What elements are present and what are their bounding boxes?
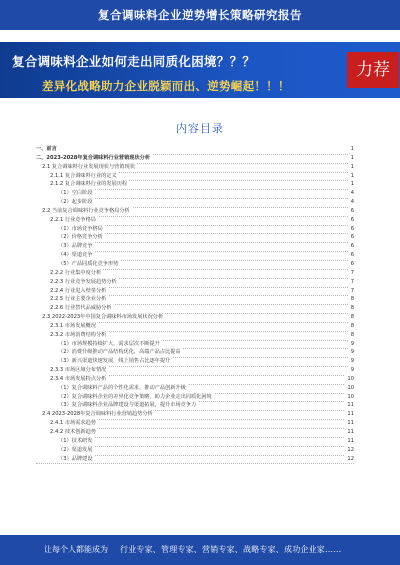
toc-entry-page: 1 bbox=[350, 181, 354, 188]
toc-entry-page: 7 bbox=[350, 278, 354, 285]
toc-entry-title: 二、2023-2028年复合调味料行业营销现状分析 bbox=[36, 154, 151, 161]
toc-entry-title: （5）产品同质化竞争形势 bbox=[36, 260, 120, 269]
banner-subline: 差异化战略助力企业脱颖而出、逆势崛起！！！ bbox=[42, 79, 290, 93]
toc-entry-title: 2.1 复合调味料行业发展现状与营销现状 bbox=[36, 163, 137, 172]
toc-entry-page: 1 bbox=[350, 154, 354, 161]
toc-entry-title: （4）渠道竞争 bbox=[36, 251, 94, 260]
toc-entry-page: 7 bbox=[350, 269, 354, 276]
toc-entry-page: 6 bbox=[350, 243, 354, 250]
toc-entry-page: 4 bbox=[350, 190, 354, 197]
banner-headline: 复合调味料企业如何走出同质化困境？？？ bbox=[12, 54, 256, 69]
toc-entry-title: （1）市场竞争格局 bbox=[36, 225, 105, 234]
toc-entry-title: 2.2.5 行业主要企业分析 bbox=[36, 295, 108, 304]
footer-bar bbox=[0, 535, 400, 565]
toc-entry-page: 6 bbox=[350, 225, 354, 232]
toc-entry-page: 11 bbox=[347, 429, 354, 435]
toc-entry[interactable] bbox=[36, 456, 354, 465]
toc-entry-title: 2.2.1 行业竞争格局 bbox=[36, 216, 98, 225]
toc-entry-title: （3）品牌竞争 bbox=[36, 242, 94, 251]
toc-entry-title: （1）复合调味料产品的个性化需求，推动产品创新升级 bbox=[36, 384, 188, 393]
toc-entry-title: 2.4.2 技术创新趋势 bbox=[36, 428, 98, 437]
toc-entry-page: 6 bbox=[350, 216, 354, 223]
toc-entry-page: 7 bbox=[350, 287, 354, 294]
recommend-badge: 力荐 bbox=[347, 52, 399, 88]
toc-entry-page: 8 bbox=[350, 296, 354, 303]
toc-entry-page: 9 bbox=[350, 367, 354, 374]
toc-entry-title: 2.3 2022-2023年中国复合调味料市场发展状况分析 bbox=[36, 313, 165, 322]
toc-entry-title: （2）起步阶段 bbox=[36, 198, 94, 207]
toc-title: 内容目录 bbox=[176, 122, 224, 135]
toc-entry-title: 2.4 2023-2028年复合调味料行业营销趋势分析 bbox=[36, 410, 155, 419]
toc-entry-title: （3）复合调味料企业品牌建设与渠道拓展，提升市场竞争力 bbox=[36, 401, 198, 410]
toc-entry-page: 8 bbox=[350, 331, 354, 338]
toc-entry-page: 11 bbox=[347, 411, 354, 418]
toc-entry-title: 2.1.1 复合调味料行业的定义 bbox=[36, 172, 119, 181]
toc-entry-page: 1 bbox=[350, 172, 354, 179]
toc-entry-title: 2.3.3 市场区域分布情况 bbox=[36, 366, 108, 375]
toc-entry-page: 6 bbox=[350, 260, 354, 267]
toc-entry-title: 2.2.2 行业集中度分析 bbox=[36, 269, 103, 278]
toc-entry-title: （2）渠道发展 bbox=[36, 446, 94, 455]
toc-entry-title: （3）新兴渠道快速发展，线上销售占比逐年提升 bbox=[36, 357, 172, 366]
toc-entry-title: 2.2 当前复合调味料行业竞争格局分析 bbox=[36, 207, 132, 216]
toc-entry-page: 9 bbox=[350, 358, 354, 365]
toc-entry-title: 2.3.4 市场发展特点分析 bbox=[36, 375, 108, 384]
toc-entry-title: 2.2.6 行业替代品威胁分析 bbox=[36, 304, 114, 313]
toc-entry-page: 10 bbox=[347, 384, 354, 391]
toc-entry-title: （2）价格竞争分析 bbox=[36, 233, 105, 242]
toc-entry-title: 2.4.1 市场需求趋势 bbox=[36, 419, 98, 428]
footer-slogan: 让每个人都能成为 bbox=[44, 545, 108, 554]
toc-entry-page: 10 bbox=[347, 375, 354, 382]
toc-entry-page: 4 bbox=[350, 199, 354, 206]
table-of-contents bbox=[36, 146, 354, 464]
toc-entry-title: （3）品牌建设 bbox=[36, 455, 94, 464]
toc-entry-page: 6 bbox=[350, 252, 354, 259]
toc-entry-page: 6 bbox=[350, 234, 354, 241]
toc-entry-page: 12 bbox=[347, 455, 354, 462]
toc-entry-page: 12 bbox=[347, 446, 354, 453]
toc-entry-title: 一、前言 bbox=[36, 146, 57, 152]
toc-entry-title: （1）技术研发 bbox=[36, 437, 94, 446]
toc-entry-page: 9 bbox=[350, 349, 354, 356]
toc-entry-title: 2.3.1 市场发展概况 bbox=[36, 322, 98, 331]
toc-entry-title: 2.1.2 复合调味料行业的发展历程 bbox=[36, 180, 129, 189]
toc-entry-title: 2.2.3 行业竞争发展趋势分析 bbox=[36, 278, 119, 287]
toc-entry-page: 8 bbox=[350, 314, 354, 321]
footer-roles: 行业专家、管理专家、营销专家、战略专家、成功企业家…… bbox=[120, 545, 342, 554]
toc-entry-page: 8 bbox=[350, 322, 354, 329]
toc-entry-title: （1）市场规模持续扩大，需求层次不断提升 bbox=[36, 340, 162, 349]
toc-entry-title: （2）消费升级推动产品结构优化，高端产品占比提高 bbox=[36, 348, 183, 357]
toc-entry-page: 9 bbox=[350, 340, 354, 347]
toc-entry-page: 6 bbox=[350, 207, 354, 214]
toc-entry-page: 10 bbox=[347, 393, 354, 400]
toc-entry-title: 2.3.2 市场消费结构分析 bbox=[36, 331, 108, 340]
toc-entry-page: 1 bbox=[350, 146, 354, 152]
toc-entry-page: 11 bbox=[347, 402, 354, 409]
report-title-bar bbox=[0, 0, 400, 30]
toc-entry-page: 11 bbox=[347, 437, 354, 444]
toc-entry-title: 2.2.4 行业进入壁垒分析 bbox=[36, 287, 108, 296]
report-title: 复合调味料企业逆势增长策略研究报告 bbox=[98, 8, 302, 22]
toc-entry-title: （1）空白阶段 bbox=[36, 189, 94, 198]
toc-entry-page: 11 bbox=[347, 420, 354, 427]
toc-entry-title: （2）复合调味料企业的差异化竞争策略，助力企业走出同质化困境 bbox=[36, 393, 214, 402]
toc-entry-page: 1 bbox=[350, 163, 354, 170]
toc-entry-page: 8 bbox=[350, 305, 354, 312]
